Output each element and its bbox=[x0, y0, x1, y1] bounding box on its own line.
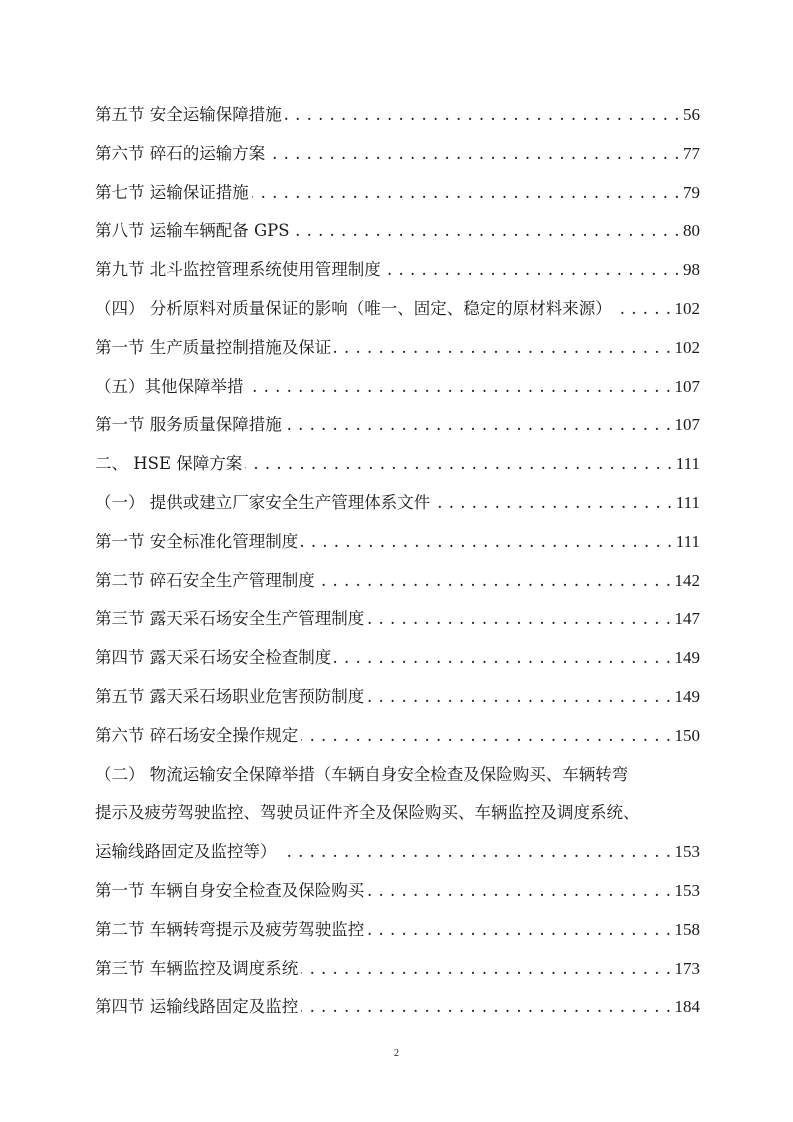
table-of-contents bbox=[95, 96, 700, 1027]
dot-leader bbox=[367, 678, 671, 717]
toc-page-number: 56 bbox=[683, 105, 700, 124]
page-footer-number: 2 bbox=[394, 1048, 399, 1059]
toc-entry[interactable] bbox=[95, 212, 700, 251]
dot-leader bbox=[285, 96, 680, 135]
toc-entry-title: 第二节 车辆转弯提示及疲劳驾驶监控 bbox=[95, 919, 365, 939]
toc-entry[interactable] bbox=[95, 562, 700, 601]
toc-page-number: 77 bbox=[683, 143, 700, 163]
toc-entry[interactable] bbox=[95, 96, 700, 135]
toc-entry-title: （一） 提供或建立厂家安全生产管理体系文件 bbox=[95, 492, 431, 512]
dot-leader bbox=[245, 445, 673, 484]
toc-entry-title: 第七节 运输保证措施 bbox=[95, 182, 249, 202]
toc-entry[interactable] bbox=[95, 678, 700, 717]
dot-leader bbox=[367, 911, 671, 950]
toc-entry[interactable] bbox=[95, 988, 700, 1027]
toc-entry[interactable] bbox=[95, 251, 700, 290]
toc-entry-title: 第五节 安全运输保障措施 bbox=[95, 105, 282, 124]
toc-entry[interactable] bbox=[95, 911, 700, 950]
toc-entry[interactable] bbox=[95, 174, 700, 213]
toc-entry-title: 第三节 车辆监控及调度系统 bbox=[95, 958, 299, 978]
toc-entry-title: （四） 分析原料对质量保证的影响（唯一、固定、稳定的原材料来源） bbox=[95, 298, 612, 318]
toc-page-number: 150 bbox=[674, 725, 700, 745]
toc-entry-title: 二、 HSE 保障方案 bbox=[95, 454, 243, 474]
toc-entry[interactable] bbox=[95, 135, 700, 174]
toc-page-number: 111 bbox=[675, 454, 700, 474]
toc-entry[interactable] bbox=[95, 445, 700, 484]
dot-leader bbox=[301, 523, 673, 562]
toc-entry[interactable] bbox=[95, 717, 700, 756]
toc-page-number: 184 bbox=[674, 997, 700, 1017]
toc-entry[interactable] bbox=[95, 406, 700, 445]
toc-entry-multiline[interactable] bbox=[95, 756, 700, 872]
toc-entry-title-line: （二） 物流运输安全保障举措（车辆自身安全检查及保险购买、车辆转弯 bbox=[95, 764, 629, 784]
toc-page-number: 111 bbox=[675, 492, 700, 512]
toc-entry-title: 第一节 安全标准化管理制度 bbox=[95, 531, 299, 551]
dot-leader bbox=[318, 562, 672, 601]
dot-leader bbox=[301, 717, 671, 756]
toc-entry-title: 第三节 露天采石场安全生产管理制度 bbox=[95, 609, 365, 629]
dot-leader bbox=[367, 872, 671, 911]
toc-page-number: 153 bbox=[674, 842, 700, 862]
toc-page-number: 142 bbox=[674, 570, 700, 590]
toc-entry[interactable] bbox=[95, 329, 700, 368]
dot-leader bbox=[301, 988, 671, 1027]
toc-page-number: 102 bbox=[674, 337, 700, 357]
toc-entry-title: 第一节 生产质量控制措施及保证 bbox=[95, 337, 332, 357]
toc-entry-title: 第一节 服务质量保障措施 bbox=[95, 415, 282, 435]
dot-leader bbox=[268, 135, 680, 174]
toc-entry-title: 第六节 碎石场安全操作规定 bbox=[95, 725, 299, 745]
toc-page-number: 149 bbox=[674, 648, 700, 668]
toc-entry-title: 第九节 北斗监控管理系统使用管理制度 bbox=[95, 260, 381, 280]
dot-leader bbox=[334, 329, 671, 368]
toc-page-number: 111 bbox=[675, 531, 700, 551]
toc-entry[interactable] bbox=[95, 639, 700, 678]
toc-entry-title: 第一节 车辆自身安全检查及保险购买 bbox=[95, 880, 365, 900]
toc-entry-title: 第八节 运输车辆配备 GPS bbox=[95, 221, 290, 241]
toc-page-number: 98 bbox=[683, 260, 700, 280]
toc-page-number: 158 bbox=[674, 919, 700, 939]
dot-leader bbox=[285, 406, 672, 445]
toc-entry-title: 第四节 露天采石场安全检查制度 bbox=[95, 648, 332, 668]
dot-leader bbox=[293, 212, 680, 251]
toc-entry[interactable] bbox=[95, 368, 700, 407]
toc-page-number: 107 bbox=[674, 376, 700, 396]
dot-leader bbox=[367, 600, 671, 639]
toc-entry-title-line: 提示及疲劳驾驶监控、驾驶员证件齐全及保险购买、车辆监控及调度系统、 bbox=[95, 803, 640, 823]
dot-leader bbox=[334, 639, 671, 678]
toc-page-number: 173 bbox=[674, 958, 700, 978]
toc-page-number: 153 bbox=[674, 880, 700, 900]
toc-entry-title: 第二节 碎石安全生产管理制度 bbox=[95, 570, 315, 590]
dot-leader bbox=[615, 290, 672, 329]
dot-leader bbox=[301, 950, 671, 989]
dot-leader bbox=[384, 251, 680, 290]
toc-entry-title: （五）其他保障举措 bbox=[95, 376, 244, 396]
dot-leader bbox=[280, 833, 672, 872]
toc-page-number: 80 bbox=[683, 221, 700, 241]
toc-entry[interactable] bbox=[95, 872, 700, 911]
toc-entry-title: 第五节 露天采石场职业危害预防制度 bbox=[95, 686, 365, 706]
toc-entry[interactable] bbox=[95, 484, 700, 523]
toc-entry[interactable] bbox=[95, 600, 700, 639]
toc-entry-title: 第六节 碎石的运输方案 bbox=[95, 143, 266, 163]
toc-page-number: 147 bbox=[674, 609, 700, 629]
toc-entry[interactable] bbox=[95, 950, 700, 989]
toc-page-number: 102 bbox=[674, 298, 700, 318]
toc-page-number: 79 bbox=[683, 182, 700, 202]
toc-entry[interactable] bbox=[95, 523, 700, 562]
toc-page-number: 107 bbox=[674, 415, 700, 435]
dot-leader bbox=[247, 368, 672, 407]
dot-leader bbox=[252, 174, 680, 213]
toc-entry-title: 第四节 运输线路固定及监控 bbox=[95, 997, 299, 1017]
toc-entry-title-line: 运输线路固定及监控等） bbox=[95, 842, 277, 862]
toc-page-number: 149 bbox=[674, 686, 700, 706]
dot-leader bbox=[433, 484, 673, 523]
toc-entry[interactable] bbox=[95, 290, 700, 329]
